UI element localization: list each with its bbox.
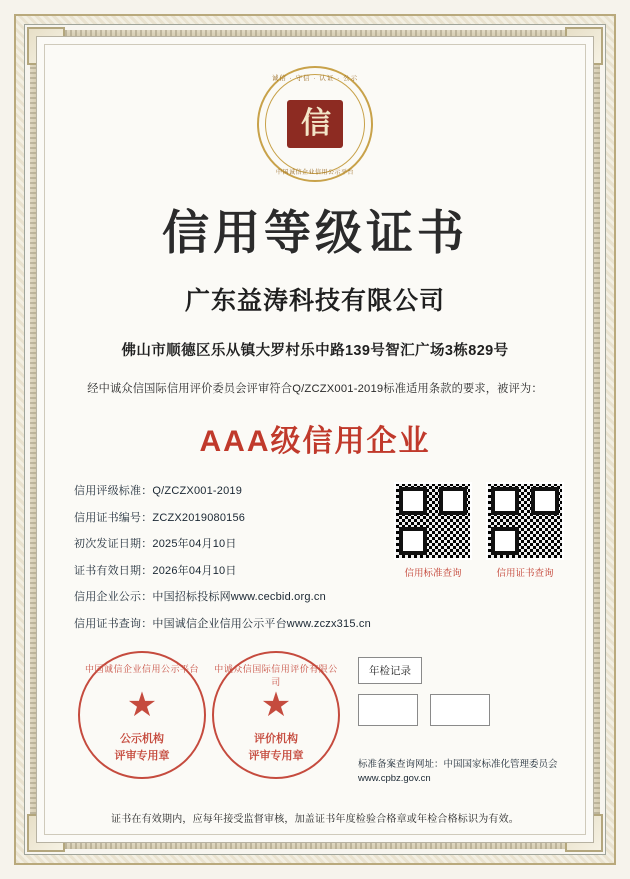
border-band-bottom bbox=[30, 842, 600, 849]
border-band-right bbox=[593, 30, 600, 849]
annual-check-box[interactable] bbox=[430, 694, 490, 726]
standard-note bbox=[358, 758, 580, 787]
detail-value: ZCZX2019080156 bbox=[152, 511, 246, 524]
public-platform-seal bbox=[78, 651, 206, 779]
qr-finder-icon bbox=[491, 527, 519, 555]
annual-check-boxes bbox=[358, 694, 580, 726]
qr-standard[interactable] bbox=[394, 482, 472, 579]
star-icon: ★ bbox=[126, 686, 158, 725]
evaluation-statement: 经中诚众信国际信用评价委员会评审符合Q/ZCZX001-2019标准适用条款的要求，被评为： bbox=[87, 383, 543, 395]
annual-check-label: 年检记录 bbox=[358, 657, 422, 684]
detail-label: 信用证书编号： bbox=[74, 511, 153, 524]
detail-value: 2025年04月10日 bbox=[152, 538, 237, 550]
detail-label: 信用企业公示： bbox=[74, 591, 153, 603]
detail-label: 信用证书查询： bbox=[74, 617, 153, 630]
footer-note: 证书在有效期内，应每年接受监督审核，加盖证书年度检验合格章或年检合格标识为有效。 bbox=[111, 814, 519, 825]
details-and-qr-section bbox=[50, 482, 580, 641]
seal-line-1: 公示机构 bbox=[120, 732, 164, 745]
standard-note-url: www.cpbz.gov.cn bbox=[358, 773, 431, 785]
qr-caption: 信用标准查询 bbox=[404, 568, 462, 579]
detail-row bbox=[74, 615, 394, 631]
emblem-core-character: 信 bbox=[287, 100, 343, 148]
detail-label: 信用评级标准： bbox=[74, 485, 153, 497]
seal-line-2: 评审专用章 bbox=[248, 750, 304, 763]
seal-line-1: 评价机构 bbox=[254, 732, 298, 745]
qr-finder-icon bbox=[399, 527, 427, 555]
detail-value: Q/ZCZX001-2019 bbox=[152, 485, 243, 497]
detail-row bbox=[74, 562, 394, 578]
detail-value: 中国招标投标网www.cecbid.org.cn bbox=[152, 591, 326, 603]
qr-code-icon[interactable] bbox=[394, 482, 472, 560]
emblem-top-text: 诚信 · 守信 · 认证 · 公示 bbox=[271, 75, 359, 82]
details-list bbox=[50, 482, 394, 641]
qr-caption: 信用证书查询 bbox=[496, 568, 554, 579]
seals-section bbox=[50, 651, 580, 801]
star-icon: ★ bbox=[260, 686, 292, 725]
company-name: 广东益涛科技有限公司 bbox=[184, 287, 445, 315]
seal-line-2: 评审专用章 bbox=[114, 750, 170, 763]
detail-value: 2026年04月10日 bbox=[152, 564, 237, 577]
annual-check-section bbox=[358, 651, 580, 787]
seal-arc-text: 中诚众信国际信用评价有限公司 bbox=[214, 664, 338, 687]
detail-row bbox=[74, 509, 394, 525]
credit-grade: AAA级信用企业 bbox=[199, 425, 431, 458]
company-address: 佛山市顺德区乐从镇大罗村乐中路139号智汇广场3栋829号 bbox=[121, 343, 509, 359]
annual-check-box[interactable] bbox=[358, 694, 418, 726]
detail-label: 证书有效日期： bbox=[74, 564, 153, 577]
certificate-content bbox=[50, 52, 580, 829]
detail-label: 初次发证日期： bbox=[74, 538, 153, 550]
standard-note-line1: 标准备案查询网址：中国国家标准化管理委员会 bbox=[358, 759, 558, 770]
qr-code-icon[interactable] bbox=[486, 482, 564, 560]
detail-value: 中国诚信企业信用公示平台www.zczx315.cn bbox=[152, 617, 371, 630]
qr-certificate[interactable] bbox=[486, 482, 564, 579]
certificate-title: 信用等级证书 bbox=[162, 206, 468, 261]
evaluation-agency-seal bbox=[212, 651, 340, 779]
qr-code-group bbox=[394, 482, 580, 579]
emblem-bottom-text: 中国诚信企业信用公示平台 bbox=[275, 170, 354, 176]
detail-row bbox=[74, 535, 394, 551]
credit-emblem-icon bbox=[257, 66, 373, 182]
seal-arc-text: 中国诚信企业信用公示平台 bbox=[84, 664, 199, 674]
detail-row bbox=[74, 482, 394, 498]
detail-row bbox=[74, 588, 394, 604]
